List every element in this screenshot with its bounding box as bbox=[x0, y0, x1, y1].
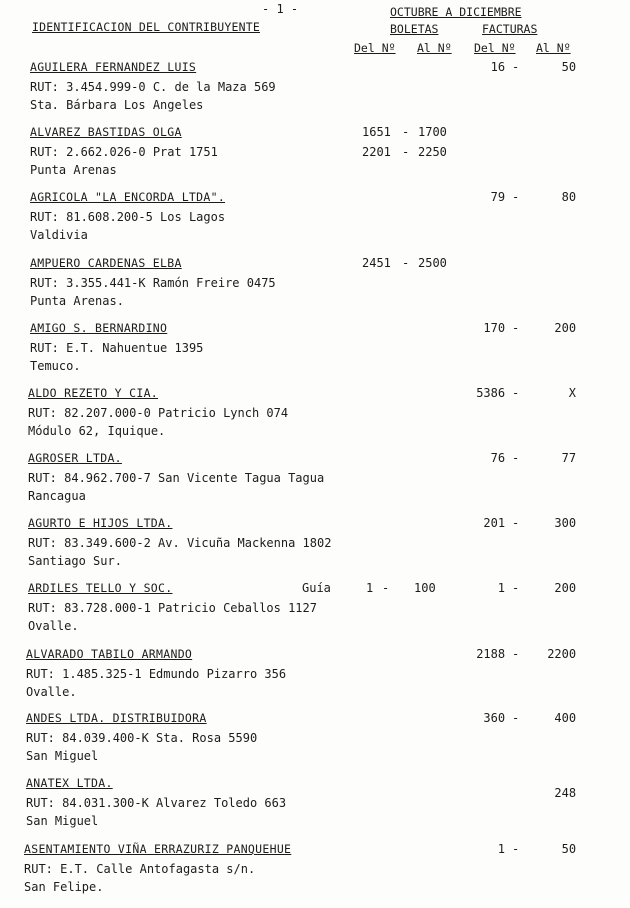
header-contribuyente: IDENTIFICACION DEL CONTRIBUYENTE bbox=[32, 20, 260, 34]
city: Punta Arenas bbox=[30, 163, 117, 177]
facturas-del: 170 bbox=[483, 321, 506, 335]
rut-address: RUT: 1.485.325-1 Edmundo Pizarro 356 bbox=[26, 667, 287, 681]
facturas-al: 200 bbox=[554, 581, 577, 595]
city: Ovalle. bbox=[26, 685, 77, 699]
facturas-del: 2188 bbox=[476, 647, 506, 661]
city: Valdivia bbox=[30, 228, 88, 242]
contributor-name: ANDES LTDA. DISTRIBUIDORA bbox=[26, 711, 207, 725]
col-facturas-del: Del Nº bbox=[474, 41, 516, 55]
facturas-del: 1 bbox=[497, 581, 506, 595]
range-dash: - bbox=[512, 451, 520, 465]
range-dash: - bbox=[382, 581, 390, 595]
contributor-name: ALVARADO TABILO ARMANDO bbox=[26, 647, 193, 661]
contributor-entry bbox=[0, 451, 630, 517]
contributor-entry bbox=[0, 647, 630, 713]
contributor-name: ASENTAMIENTO VIÑA ERRAZURIZ PANQUEHUE bbox=[24, 842, 292, 856]
contributor-entry bbox=[0, 516, 630, 582]
facturas-del: 5386 bbox=[476, 386, 506, 400]
facturas-al: 77 bbox=[561, 451, 577, 465]
facturas-al: 248 bbox=[554, 786, 577, 800]
city: Sta. Bárbara Los Angeles bbox=[30, 98, 204, 112]
city: Módulo 62, Iquique. bbox=[28, 424, 166, 438]
facturas-del: 16 bbox=[490, 60, 506, 74]
boletas-al: 2250 bbox=[418, 145, 447, 159]
facturas-al: 80 bbox=[561, 190, 577, 204]
city: Temuco. bbox=[30, 359, 81, 373]
range-dash: - bbox=[512, 842, 520, 856]
boletas-al: 1700 bbox=[418, 125, 447, 139]
rut-address: RUT: 84.031.300-K Alvarez Toledo 663 bbox=[26, 796, 287, 810]
range-dash: - bbox=[512, 711, 520, 725]
boletas-del: 2201 bbox=[362, 145, 391, 159]
header-boletas: BOLETAS bbox=[390, 22, 439, 36]
range-dash: - bbox=[512, 386, 520, 400]
rut-address: RUT: 81.608.200-5 Los Lagos bbox=[30, 210, 226, 224]
contributor-name: AGURTO E HIJOS LTDA. bbox=[28, 516, 173, 530]
facturas-al: 50 bbox=[561, 842, 577, 856]
contributor-entry bbox=[0, 125, 630, 191]
facturas-del: 76 bbox=[490, 451, 506, 465]
city: Santiago Sur. bbox=[28, 554, 122, 568]
header-facturas: FACTURAS bbox=[482, 22, 538, 36]
contributor-name: AMPUERO CARDENAS ELBA bbox=[30, 256, 182, 270]
contributor-entry bbox=[0, 256, 630, 322]
boletas-del: 1 bbox=[366, 581, 374, 595]
range-dash: - bbox=[512, 321, 520, 335]
boletas-al: 100 bbox=[414, 581, 436, 595]
facturas-al: X bbox=[568, 386, 577, 400]
facturas-al: 300 bbox=[554, 516, 577, 530]
city: Punta Arenas. bbox=[30, 294, 124, 308]
city: Rancagua bbox=[28, 489, 86, 503]
range-dash: - bbox=[512, 516, 520, 530]
boletas-al: 2500 bbox=[418, 256, 447, 270]
facturas-del: 1 bbox=[497, 842, 506, 856]
contributor-entry bbox=[0, 711, 630, 777]
city: San Felipe. bbox=[24, 880, 104, 894]
facturas-al: 50 bbox=[561, 60, 577, 74]
guia-label: Guía bbox=[302, 581, 331, 595]
contributor-entry bbox=[0, 190, 630, 256]
header-period: OCTUBRE A DICIEMBRE bbox=[390, 5, 522, 19]
contributor-name: AGROSER LTDA. bbox=[28, 451, 122, 465]
rut-address: RUT: 83.349.600-2 Av. Vicuña Mackenna 1802 bbox=[28, 536, 332, 550]
range-dash: - bbox=[512, 647, 520, 661]
boletas-del: 1651 bbox=[362, 125, 391, 139]
contributor-name: ALVAREZ BASTIDAS OLGA bbox=[30, 125, 182, 139]
rut-address: RUT: 82.207.000-0 Patricio Lynch 074 bbox=[28, 406, 289, 420]
range-dash: - bbox=[512, 60, 520, 74]
contributor-name: AMIGO S. BERNARDINO bbox=[30, 321, 168, 335]
city: Ovalle. bbox=[28, 619, 79, 633]
rut-address: RUT: 2.662.026-0 Prat 1751 bbox=[30, 145, 218, 159]
contributor-name: AGUILERA FERNANDEZ LUIS bbox=[30, 60, 197, 74]
range-dash: - bbox=[402, 256, 410, 270]
range-dash: - bbox=[402, 145, 410, 159]
facturas-del: 201 bbox=[483, 516, 506, 530]
range-dash: - bbox=[512, 581, 520, 595]
contributor-name: ALDO REZETO Y CIA. bbox=[28, 386, 159, 400]
facturas-al: 2200 bbox=[547, 647, 577, 661]
contributor-entry bbox=[0, 581, 630, 647]
rut-address: RUT: 3.355.441-K Ramón Freire 0475 bbox=[30, 276, 276, 290]
facturas-al: 200 bbox=[554, 321, 577, 335]
contributor-name: ARDILES TELLO Y SOC. bbox=[28, 581, 173, 595]
rut-address: RUT: 83.728.000-1 Patricio Ceballos 1127 bbox=[28, 601, 317, 615]
city: San Miguel bbox=[26, 749, 99, 763]
range-dash: - bbox=[402, 125, 410, 139]
contributor-entry bbox=[0, 386, 630, 452]
facturas-del: 79 bbox=[490, 190, 506, 204]
col-facturas-al: Al Nº bbox=[536, 41, 571, 55]
contributor-entry bbox=[0, 321, 630, 387]
facturas-al: 400 bbox=[554, 711, 577, 725]
contributor-entry bbox=[0, 776, 630, 842]
col-boletas-del: Del Nº bbox=[354, 41, 396, 55]
boletas-del: 2451 bbox=[362, 256, 391, 270]
contributor-entry bbox=[0, 842, 630, 908]
rut-address: RUT: E.T. Calle Antofagasta s/n. bbox=[24, 862, 256, 876]
contributor-entry bbox=[0, 60, 630, 126]
rut-address: RUT: 3.454.999-0 C. de la Maza 569 bbox=[30, 80, 276, 94]
rut-address: RUT: 84.962.700-7 San Vicente Tagua Tagua bbox=[28, 471, 325, 485]
rut-address: RUT: 84.039.400-K Sta. Rosa 5590 bbox=[26, 731, 258, 745]
city: San Miguel bbox=[26, 814, 99, 828]
range-dash: - bbox=[512, 190, 520, 204]
rut-address: RUT: E.T. Nahuentue 1395 bbox=[30, 341, 204, 355]
page-number: - 1 - bbox=[262, 2, 299, 16]
contributor-name: AGRICOLA "LA ENCORDA LTDA". bbox=[30, 190, 226, 204]
contributor-name: ANATEX LTDA. bbox=[26, 776, 113, 790]
facturas-del: 360 bbox=[483, 711, 506, 725]
col-boletas-al: Al Nº bbox=[417, 41, 452, 55]
